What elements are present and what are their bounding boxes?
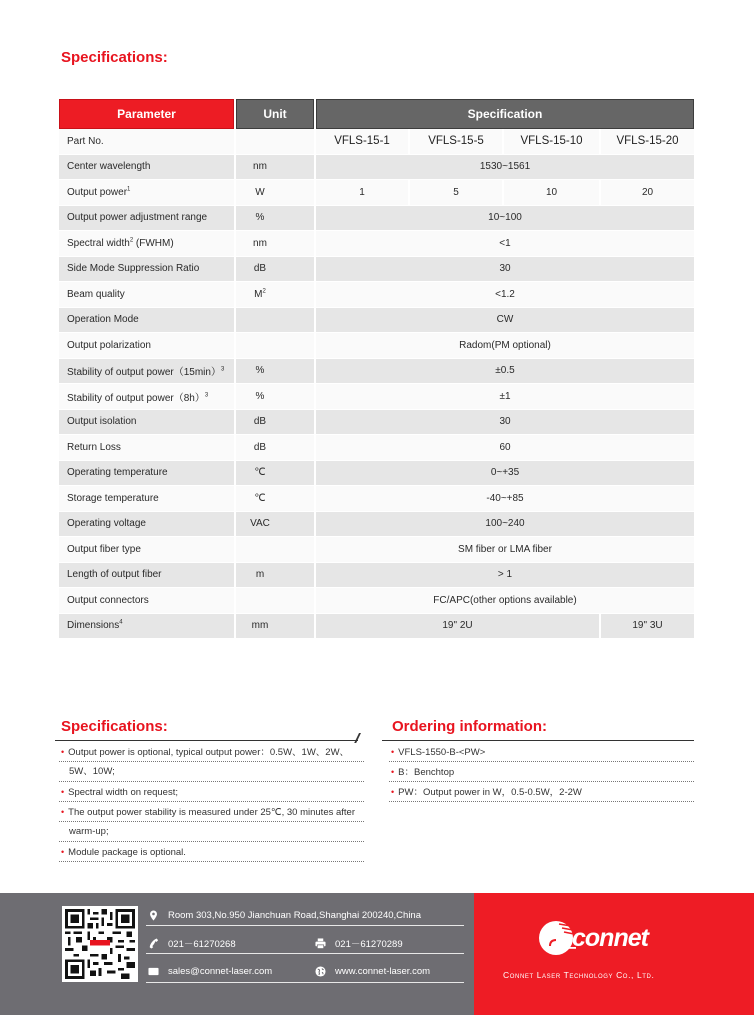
parameter-cell: Output polarization: [59, 333, 234, 359]
parameter-cell: Output power$^1$: [59, 180, 234, 206]
unit-cell: [236, 333, 314, 359]
table-row: [59, 461, 694, 487]
specification-table: [57, 99, 696, 639]
logo-wordmark: connet: [572, 923, 648, 952]
value-cell: 30: [316, 257, 694, 283]
unit-cell: %: [236, 359, 314, 385]
list-item: • PW：Output power in W，0.5-0.5W，2-2W: [389, 782, 694, 802]
qr-code[interactable]: [62, 906, 138, 982]
table-row: [59, 308, 694, 334]
unit-cell: nm: [236, 231, 314, 257]
globe-icon: [314, 965, 326, 977]
parameter-cell: Beam quality: [59, 282, 234, 308]
value-cell: 1: [316, 180, 408, 206]
unit-cell: %: [236, 384, 314, 410]
unit-cell: dB: [236, 435, 314, 461]
ordering-title: Ordering information:: [392, 718, 547, 735]
table-row: [59, 359, 694, 385]
table-row: [59, 563, 694, 589]
value-cell: 10~100: [316, 206, 694, 232]
unit-cell: %: [236, 206, 314, 232]
unit-cell: m: [236, 563, 314, 589]
footnote-marker: 1: [127, 186, 131, 193]
unit-cell: mm: [236, 614, 314, 640]
table-row: [59, 155, 694, 181]
unit-cell: ℃: [236, 486, 314, 512]
list-item: • The output power stability is measured under 25℃, 30 minutes after: [59, 802, 364, 822]
value-cell: 20: [601, 180, 694, 206]
envelope-icon: [147, 965, 159, 977]
website[interactable]: www.connet-laser.com: [314, 965, 430, 977]
parameter-cell: Output connectors: [59, 588, 234, 614]
divider: [146, 982, 464, 983]
table-row: [59, 512, 694, 538]
header-parameter: Parameter: [59, 99, 234, 129]
model-cell: VFLS-15-10: [504, 129, 599, 155]
qr-code-icon: [65, 909, 135, 979]
parameter-cell: Dimensions$^4$: [59, 614, 234, 640]
parameter-cell: Stability of output $power(15\min)^3$: [59, 359, 234, 385]
footnote-marker: 3: [220, 366, 225, 373]
value-cell: 0~+35: [316, 461, 694, 487]
unit-cell: $M^2$: [236, 282, 314, 308]
value-cell: 60: [316, 435, 694, 461]
notes-title: Specifications:: [61, 718, 168, 735]
value-cell: SM fiber or LMA fiber: [316, 537, 694, 563]
parameter-cell: Operating voltage: [59, 512, 234, 538]
globe-logo-icon: [536, 918, 576, 958]
table-row: [59, 410, 694, 436]
unit-cell: [236, 129, 314, 155]
footnote-marker: 2: [129, 237, 134, 244]
parameter-cell: Output fiber type: [59, 537, 234, 563]
value-cell: 19" 3U: [601, 614, 694, 640]
address: Room 303,No.950 Jianchuan Road,Shanghai 200240,China: [147, 909, 421, 921]
bullet-icon: •: [391, 787, 395, 797]
table-row: [59, 537, 694, 563]
unit-cell: dB: [236, 257, 314, 283]
email[interactable]: sales@connet-laser.com: [147, 965, 272, 977]
unit-cell: [236, 308, 314, 334]
fax-printer-icon: [314, 937, 326, 949]
value-cell: 30: [316, 410, 694, 436]
parameter-cell: Output isolation: [59, 410, 234, 436]
unit-cell: dB: [236, 410, 314, 436]
parameter-cell: Output power adjustment range: [59, 206, 234, 232]
model-cell: VFLS-15-20: [601, 129, 694, 155]
bullet-icon: •: [61, 787, 65, 797]
header-unit: Unit: [236, 99, 314, 129]
value-cell: 5: [410, 180, 502, 206]
footnote-marker: 3: [204, 392, 209, 399]
bullet-icon: •: [61, 747, 65, 757]
parameter-cell: Spectral width$^2$ (FWHM): [59, 231, 234, 257]
value-cell: > 1: [316, 563, 694, 589]
bullet-icon: •: [61, 847, 65, 857]
phone[interactable]: 021－61270268: [147, 936, 236, 950]
parameter-cell: Center wavelength: [59, 155, 234, 181]
connet-logo: [536, 916, 666, 960]
value-cell: 10: [504, 180, 599, 206]
table-row: [59, 588, 694, 614]
unit-cell: W: [236, 180, 314, 206]
list-item: 5W、10W;: [59, 762, 364, 782]
unit-cell: VAC: [236, 512, 314, 538]
table-row: [59, 486, 694, 512]
divider: [382, 740, 694, 741]
table-row: [59, 614, 694, 640]
unit-cell: ℃: [236, 461, 314, 487]
value-cell: ±1: [316, 384, 694, 410]
value-cell: 1530~1561: [316, 155, 694, 181]
parameter-cell: Operating temperature: [59, 461, 234, 487]
table-row: [59, 129, 694, 155]
value-cell: CW: [316, 308, 694, 334]
list-item: • B：Benchtop: [389, 762, 694, 782]
unit-cell: nm: [236, 155, 314, 181]
bullet-icon: •: [391, 767, 395, 777]
unit-cell: [236, 537, 314, 563]
divider: [146, 953, 464, 954]
list-item: • Output power is optional, typical output power：0.5W、1W、2W、: [59, 742, 364, 762]
header-specification: Specification: [316, 99, 694, 129]
parameter-cell: Operation Mode: [59, 308, 234, 334]
table-row: [59, 333, 694, 359]
divider: [146, 925, 464, 926]
company-name: Connet Laser Technology Co., Ltd.: [503, 970, 655, 980]
parameter-cell: Stability of output $power(8h)^3$: [59, 384, 234, 410]
list-item: • Module package is optional.: [59, 842, 364, 862]
notes-list: [59, 742, 364, 862]
table-row: [59, 206, 694, 232]
parameter-cell: Part No.: [59, 129, 234, 155]
unit-cell: [236, 588, 314, 614]
bullet-icon: •: [61, 807, 65, 817]
model-cell: VFLS-15-1: [316, 129, 408, 155]
parameter-cell: Side Mode Suppression Ratio: [59, 257, 234, 283]
value-cell: <1: [316, 231, 694, 257]
value-cell: 100~240: [316, 512, 694, 538]
page-title: Specifications:: [61, 49, 168, 66]
value-cell: Radom(PM optional): [316, 333, 694, 359]
parameter-cell: Return Loss: [59, 435, 234, 461]
phone-icon: [147, 937, 159, 949]
divider-slash: //: [355, 730, 357, 746]
value-cell: <1.2: [316, 282, 694, 308]
parameter-cell: Storage temperature: [59, 486, 234, 512]
value-cell: FC/APC(other options available): [316, 588, 694, 614]
value-cell: 19" 2U: [316, 614, 599, 640]
divider: [55, 740, 358, 741]
model-cell: VFLS-15-5: [410, 129, 502, 155]
table-row: [59, 384, 694, 410]
ordering-list: [389, 742, 694, 802]
list-item: • VFLS-1550-B-<PW>: [389, 742, 694, 762]
value-cell: ±0.5: [316, 359, 694, 385]
bullet-icon: •: [391, 747, 395, 757]
location-pin-icon: [147, 909, 159, 921]
table-row: [59, 257, 694, 283]
value-cell: -40~+85: [316, 486, 694, 512]
table-header-row: [59, 99, 694, 129]
list-item: • Spectral width on request;: [59, 782, 364, 802]
table-row: [59, 231, 694, 257]
table-row: [59, 282, 694, 308]
table-row: [59, 180, 694, 206]
fax: 021－61270289: [314, 936, 403, 950]
footnote-marker: 4: [119, 619, 123, 626]
table-row: [59, 435, 694, 461]
list-item: warm-up;: [59, 822, 364, 842]
parameter-cell: Length of output fiber: [59, 563, 234, 589]
